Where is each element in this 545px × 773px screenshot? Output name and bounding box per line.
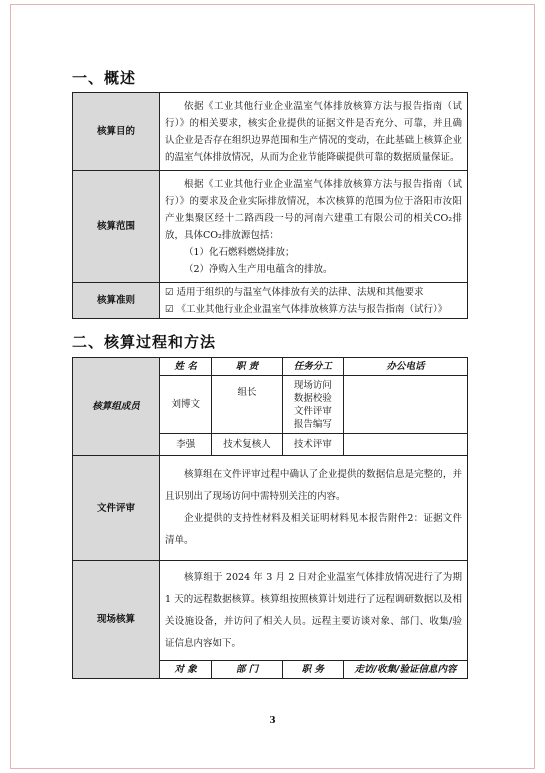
page-number: 3 <box>269 716 276 726</box>
member-role: 技术复核人 <box>212 434 282 456</box>
process-table <box>72 357 468 679</box>
site-label: 现场核算 <box>73 561 160 679</box>
member-role: 组长 <box>212 376 282 434</box>
member-task: 文件评审 <box>293 405 332 417</box>
scope-item-2: （2）净购入生产用电蕴含的排放。 <box>184 263 333 275</box>
member-task: 技术评审 <box>282 434 343 456</box>
doc-review-p1: 核算组在文件评审过程中确认了企业提供的数据信息是完整的，并且识别出了现场访问中需特别关注的内容。 <box>165 469 462 502</box>
criteria-item-1: ☑ 适用于组织的与温室气体排放有关的法律、法规和其他要求 <box>165 286 424 298</box>
member-phone <box>343 376 467 434</box>
purpose-text: 依据《工业其他行业企业温室气体排放核算方法与报告指南（试行）》的相关要求，核实企业提供的证据文件是否充分、可靠，并且确认企业是否存在组织边界范围和生产情况的变动，在此基础上核算企业的温室气体排放情况，从而为企业节能降碳提供可靠的数据质量保证。 <box>165 100 462 163</box>
member-name: 刘博文 <box>160 376 212 434</box>
site-header-content: 走访/收集/验证信息内容 <box>343 661 467 679</box>
site-header-object: 对 象 <box>160 661 212 679</box>
doc-review-p2: 企业提供的支持性材料及相关证明材料见本报告附件2：证据文件清单。 <box>165 513 462 546</box>
criteria-label: 核算准则 <box>73 283 160 319</box>
team-label: 核算组成员 <box>73 358 160 456</box>
criteria-item-2: ☑ 《工业其他行业企业温室气体排放核算方法与报告指南（试行）》 <box>165 303 448 315</box>
scope-label: 核算范围 <box>73 171 160 283</box>
site-text: 核算组于 2024 年 3 月 2 日对企业温室气体排放情况进行了为期 1 天的远程数据核算。核算组按照核算计划进行了远程调研数据以及相关设施设备，并访问了相关人员。远程主要访谈对象、部门、收集/验证信息内容如下。 <box>165 571 462 649</box>
team-header-name: 姓 名 <box>160 358 212 376</box>
site-header-position: 职 务 <box>282 661 343 679</box>
member-phone <box>343 434 467 456</box>
member-task: 报告编写 <box>293 418 332 430</box>
team-header-role: 职 责 <box>212 358 282 376</box>
member-name: 李强 <box>160 434 212 456</box>
member-task: 数据校验 <box>293 392 332 404</box>
scope-text: 根据《工业其他行业企业温室气体排放核算方法与报告指南（试行）》的要求及企业实际排放情况，本次核算的范围为位于洛阳市汝阳产业集聚区经十二路西段一号的河南六建重工有限公司的相关CO₂排放，具体CO₂排放源包括： <box>165 178 462 241</box>
member-task: 现场访问 <box>293 379 332 391</box>
purpose-label: 核算目的 <box>73 93 160 171</box>
section1-title: 一、概述 <box>72 69 137 87</box>
doc-review-label: 文件评审 <box>73 456 160 561</box>
team-header-phone: 办公电话 <box>343 358 467 376</box>
scope-item-1: （1）化石燃料燃烧排放； <box>184 246 295 258</box>
site-header-dept: 部 门 <box>212 661 282 679</box>
team-header-tasks: 任务分工 <box>282 358 343 376</box>
section2-title: 二、核算过程和方法 <box>72 333 217 351</box>
overview-table <box>72 92 468 319</box>
